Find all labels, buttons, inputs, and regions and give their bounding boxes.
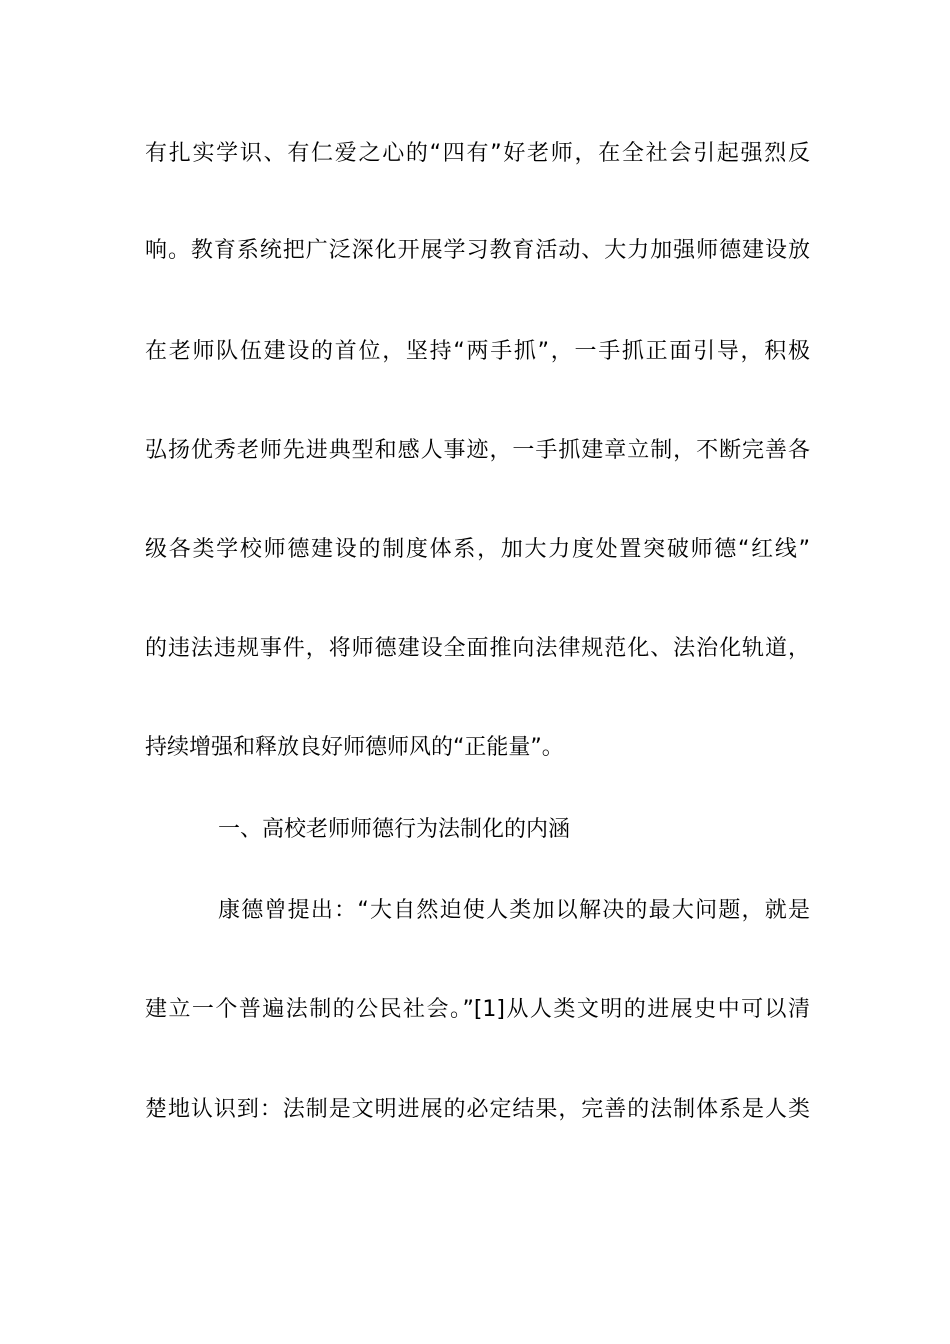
text-line: 弘扬优秀老师先进典型和感人事迹，一手抓建章立制，不断完善各: [145, 438, 810, 463]
text-line: 的违法违规事件，将师德建设全面推向法律规范化、法治化轨道，: [145, 636, 810, 661]
text-line: 级各类学校师德建设的制度体系，加大力度处置突破师德“红线”: [145, 537, 810, 562]
text-line: 在老师队伍建设的首位，坚持“两手抓”，一手抓正面引导，积极: [145, 339, 810, 364]
text-line: 响。教育系统把广泛深化开展学习教育活动、大力加强师德建设放: [145, 238, 810, 263]
text-line: 建立一个普遍法制的公民社会。”[1]从人类文明的进展史中可以清: [145, 997, 810, 1022]
text-line: 持续增强和释放良好师德师风的“正能量”。: [145, 735, 564, 760]
section-heading: 一、高校老师师德行为法制化的内涵: [218, 817, 571, 842]
text-line: 康德曾提出：“大自然迫使人类加以解决的最大问题，就是: [218, 898, 810, 923]
text-line: 楚地认识到：法制是文明进展的必定结果，完善的法制体系是人类: [145, 1097, 810, 1122]
text-line: 有扎实学识、有仁爱之心的“四有”好老师，在全社会引起强烈反: [145, 141, 810, 166]
